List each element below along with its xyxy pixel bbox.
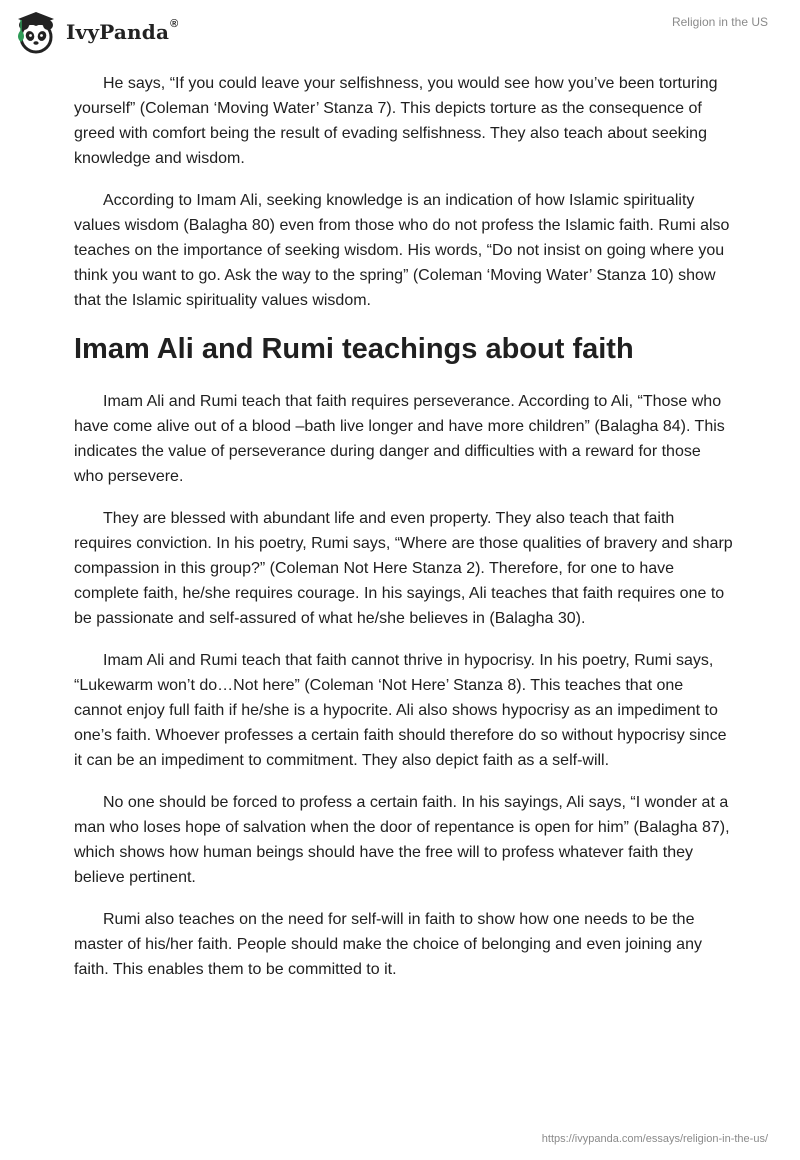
paragraph: Imam Ali and Rumi teach that faith cannot thrive in hypocrisy. In his poetry, Rumi says, “Lukewarm won’t do…Not here” (Coleman ‘Not Here’ Stanza 8). This teaches that one cannot enjoy full faith if he/she is a hypocrite. Ali also shows hypocrisy as an impediment to one’s faith. Whoever professes a certain faith should therefore do so without hypocrisy since it can be an impediment to commitment. They also depict faith as a self-will. [74, 652, 727, 769]
running-title: Religion in the US [671, 15, 768, 29]
registered-mark: ® [170, 18, 179, 30]
paragraph: Imam Ali and Rumi teach that faith requires perseverance. According to Ali, “Those who have come alive out of a blood –bath live longer and have more children” (Balagha 84). This indicates the value of perseverance during danger and difficulties with a reward for those who persevere. [74, 393, 725, 485]
paragraph: Rumi also teaches on the need for self-will in faith to show how one needs to be the master of his/her faith. People should make the choice of belonging and even joining any faith. This enables them to be committed to it. [74, 911, 702, 978]
source-url[interactable]: https://ivypanda.com/essays/religion-in-the-us/ [541, 1133, 768, 1145]
paragraph: They are blessed with abundant life and even property. They also teach that faith requires conviction. In his poetry, Rumi says, “Where are those qualities of bravery and sharp compassion in this group?” (Coleman Not Here Stanza 2). Therefore, for one to have complete faith, he/she requires courage. In his sayings, Ali teaches that faith requires one to be passionate and self-assured of what he/she believes in (Balagha 30). [74, 510, 733, 627]
section-heading: Imam Ali and Rumi teachings about faith [74, 333, 634, 365]
essay-content [74, 71, 734, 999]
brand-name: IvyPanda® [66, 18, 179, 44]
paragraph: He says, “If you could leave your selfishness, you would see how you’ve been torturing yourself” (Coleman ‘Moving Water’ Stanza 7). This depicts torture as the consequence of greed with comfort being the result of evading selfishness. They also teach about seeking knowledge and wisdom. [74, 75, 718, 167]
ivypanda-logo[interactable] [14, 9, 178, 55]
panda-graduation-cap-icon [14, 9, 60, 55]
paragraph: According to Imam Ali, seeking knowledge is an indication of how Islamic spirituality values wisdom (Balagha 80) even from those who do not profess the Islamic faith. Rumi also teaches on the importance of seeking wisdom. His words, “Do not insist on going where you think you want to go. Ask the way to the spring” (Coleman ‘Moving Water’ Stanza 10) show that the Islamic spirituality values wisdom. [74, 192, 730, 309]
page-header [0, 0, 800, 62]
paragraph: No one should be forced to profess a certain faith. In his sayings, Ali says, “I wonder at a man who loses hope of salvation when the door of repentance is open for him” (Balagha 87), which shows how human beings should have the free will to profess whatever faith they believe pertinent. [74, 794, 730, 886]
